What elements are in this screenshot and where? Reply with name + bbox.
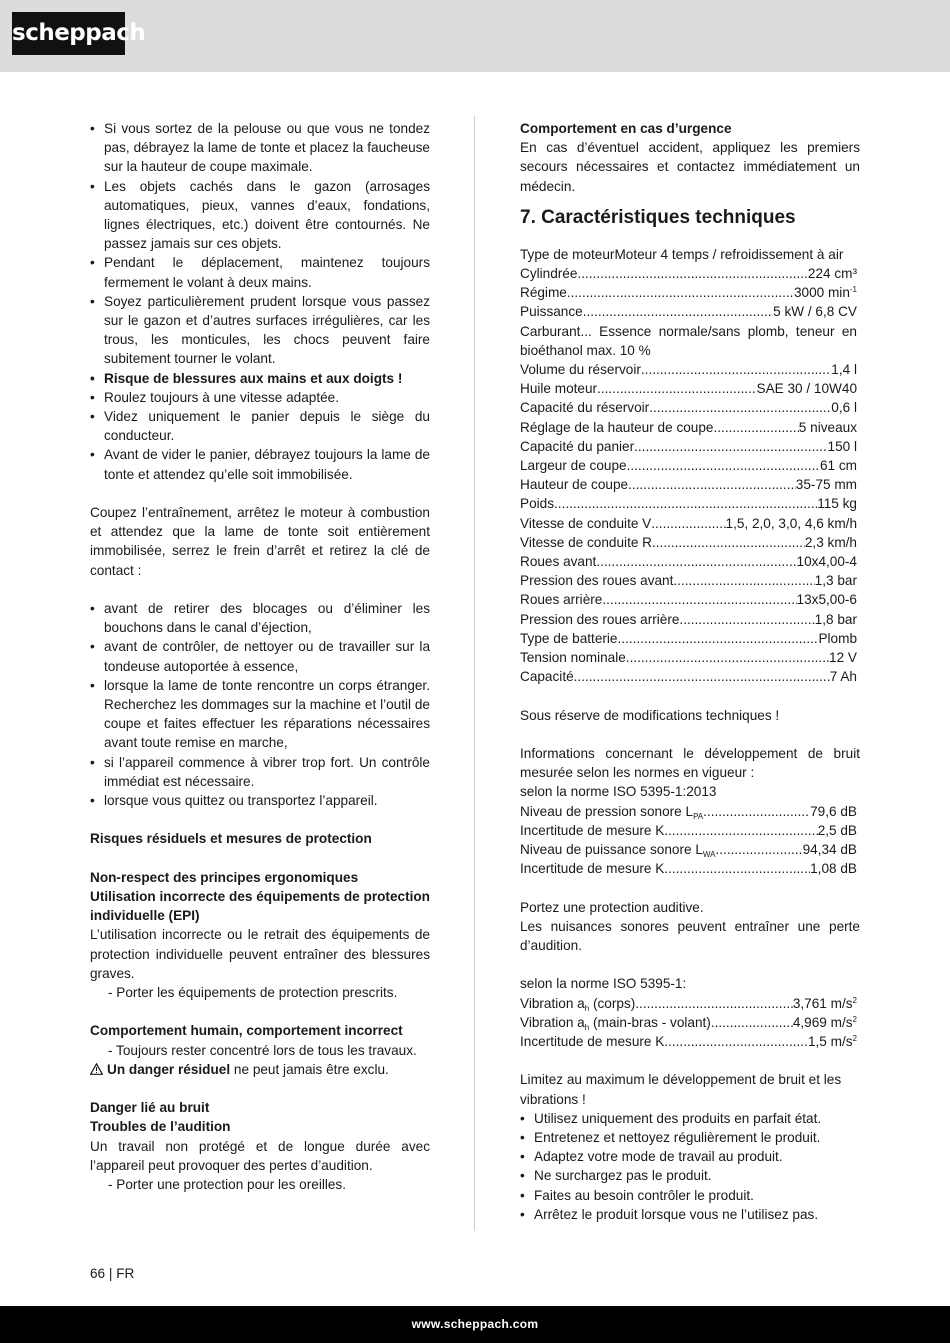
spec-label [520, 571, 673, 590]
spec-label [520, 590, 602, 609]
spec-value [831, 398, 857, 417]
spec-label [520, 610, 679, 629]
spec-label-text: Poids [520, 496, 555, 512]
spec-value [818, 629, 857, 648]
right-column [520, 119, 860, 1224]
human-behaviour-heading: Comportement humain, comportement incorrect [90, 1023, 403, 1039]
spec-value-text: 115 kg [817, 496, 857, 512]
spec-label: Régime [520, 285, 567, 301]
spec-value [828, 437, 857, 456]
list-item: • Utilisez uniquement des produits en parfait état. [520, 1109, 860, 1128]
spec-row [520, 859, 857, 878]
spec-label-text: Roues arrière [520, 592, 603, 608]
spec-label-suffix: (main-bras - volant) [589, 1014, 711, 1030]
spec-value [830, 667, 857, 686]
spec-row [520, 571, 857, 590]
spec-value [810, 859, 857, 878]
list-item: • Les objets cachés dans le gazon (arrosages automatiques, pieux, vannes d’eaux, fondations, lignes électriques, etc.) doivent être contournés. Ne passez jamais sur ces objets. [90, 177, 430, 254]
spec-label-text: Capacité du réservoir [520, 400, 650, 416]
spec-label: Cylindrée [520, 266, 578, 282]
spec-row [520, 264, 857, 283]
list-item: • Entretenez et nettoyez régulièrement le produit. [520, 1128, 860, 1147]
column-divider [474, 116, 475, 1231]
page-number: 66 [90, 1266, 106, 1281]
spec-row [520, 379, 857, 398]
list-item: • Si vous sortez de la pelouse ou que vous ne tondez pas, débrayez la lame de tonte et placez la faucheuse sur la hauteur de coupe maximale. [90, 119, 430, 177]
spec-label [520, 533, 652, 552]
noise-danger-heading: Danger lié au bruit [90, 1100, 210, 1116]
spec-value [808, 1032, 857, 1051]
list-item: • Avant de vider le panier, débrayez toujours la lame de tonte et attendez qu’elle soit immobilisée. [90, 445, 430, 483]
spec-label [520, 648, 626, 667]
page-footer-number [90, 1264, 134, 1283]
engine-type-line: Type de moteurMoteur 4 temps / refroidissement à air [520, 246, 844, 262]
spec-value-text: 0,6 l [831, 400, 857, 416]
spec-label-text: Niveau de puissance sonore L [520, 842, 703, 858]
vibration-spec-table [520, 994, 857, 1052]
spec-label-text: Incertitude de mesure K [520, 822, 665, 838]
warning-triangle-icon [90, 1063, 103, 1075]
spec-label-text: Vitesse de conduite V [520, 515, 652, 531]
spec-value [815, 571, 857, 590]
spec-subscript: h [584, 1022, 590, 1032]
spec-label [520, 475, 628, 494]
hearing-loss-text: Les nuisances sonores peuvent entraîner une perte d’audition. [520, 918, 860, 954]
spec-label-text: Vibration a [520, 1014, 585, 1030]
spec-table [520, 245, 857, 687]
spec-row [520, 283, 857, 302]
spec-row [520, 1032, 857, 1051]
spec-label [520, 667, 574, 686]
list-item: • Roulez toujours à une vitesse adaptée. [90, 388, 430, 407]
spec-row [520, 590, 857, 609]
fuel-line: Carburant... Essence normale/sans plomb, teneur en bioéthanol max. 10 % [520, 323, 857, 358]
spec-row [520, 552, 857, 571]
spec-value [793, 994, 857, 1013]
spec-value [820, 456, 857, 475]
spec-value [803, 840, 857, 859]
emergency-heading: Comportement en cas d’urgence [520, 121, 732, 136]
spec-label-text: Capacité du panier [520, 438, 635, 454]
list-item: • Ne surchargez pas le produit. [520, 1166, 860, 1185]
residual-danger-text: ne peut jamais être exclu. [230, 1061, 389, 1077]
spec-superscript: 2 [852, 995, 857, 1005]
section-title: 7. Caractéristiques techniques [520, 206, 796, 228]
spec-value-text: 1,3 bar [814, 573, 857, 589]
spec-value-text: SAE 30 / 10W40 [756, 381, 857, 397]
spec-row [520, 648, 857, 667]
spec-label [520, 629, 618, 648]
spec-label [520, 398, 649, 417]
spec-value: 3000 min [793, 285, 850, 301]
spec-value-text: 1,08 dB [810, 861, 857, 877]
spec-value [818, 821, 857, 840]
spec-label-text: Volume du réservoir [520, 362, 641, 378]
spec-label-text: Pression des roues arrière [520, 611, 680, 627]
spec-label [520, 802, 703, 821]
hearing-protection-text: Portez une protection auditive. [520, 899, 704, 915]
spec-label-text: Incertitude de mesure K [520, 861, 665, 877]
reserve-notice: Sous réserve de modifications techniques ! [520, 707, 780, 723]
limit-bullet-list [520, 1109, 860, 1224]
spec-row [520, 398, 857, 417]
list-item: • avant de contrôler, de nettoyer ou de travailler sur la tondeuse autoportée à essence, [90, 637, 430, 675]
spec-row [520, 821, 857, 840]
ppe-heading: Utilisation incorrecte des équipements de protection individuelle (EPI) [90, 889, 430, 924]
limit-text: Limitez au maximum le développement de bruit et les vibrations ! [520, 1072, 842, 1107]
spec-value-text: 35-75 mm [795, 477, 857, 493]
spec-label [520, 418, 714, 437]
spec-row [520, 418, 857, 437]
ergonomics-heading: Non-respect des principes ergonomiques [90, 869, 359, 885]
left-column [90, 119, 430, 1194]
spec-value-text: 7 Ah [829, 669, 857, 685]
list-item: • lorsque vous quittez ou transportez l’appareil. [90, 791, 430, 810]
spec-label-text: Roues avant [520, 554, 597, 570]
spec-label [520, 456, 627, 475]
safety-bullet-list [90, 119, 430, 484]
spec-label [520, 379, 597, 398]
spec-label [520, 1032, 664, 1051]
spec-row [520, 610, 857, 629]
spec-label-text: Incertitude de mesure K [520, 1034, 665, 1050]
spec-value-text: 13x5,00-6 [796, 592, 857, 608]
spec-value [796, 475, 857, 494]
list-item: • si l’appareil commence à vibrer trop fort. Un contrôle immédiat est nécessaire. [90, 753, 430, 791]
spec-row [520, 475, 857, 494]
residual-risks-heading: Risques résiduels et mesures de protection [90, 831, 372, 847]
spec-value [757, 379, 858, 398]
list-item: • Pendant le déplacement, maintenez toujours fermement le volant à deux mains. [90, 253, 430, 291]
noise-text: Un travail non protégé et de longue durée avec l’appareil peut provoquer des pertes d’audition. [90, 1138, 430, 1173]
language-code: FR [116, 1266, 135, 1281]
spec-row [520, 302, 857, 321]
spec-row [520, 437, 857, 456]
emergency-text: En cas d’éventuel accident, appliquez les premiers secours nécessaires et contactez immédiatement un médecin. [520, 140, 860, 194]
footer-separator: | [108, 1266, 113, 1281]
spec-value-text: 2,3 km/h [804, 534, 857, 550]
list-item: • avant de retirer des blocages ou d’éliminer les bouchons dans le canal d’éjection, [90, 599, 430, 637]
spec-row [520, 533, 857, 552]
norm-line-vibration: selon la norme ISO 5395-1: [520, 976, 687, 992]
stop-conditions-list [90, 599, 430, 810]
spec-value [829, 648, 857, 667]
spec-superscript: 2 [852, 1034, 857, 1044]
spec-value [831, 360, 857, 379]
residual-danger-line [90, 1060, 430, 1079]
spec-value-text: 3,761 m/s [792, 995, 853, 1011]
spec-value [793, 1013, 857, 1032]
spec-label-text: Pression des roues avant [520, 573, 674, 589]
spec-value-text: 79,6 dB [810, 803, 857, 819]
spec-value [810, 802, 857, 821]
spec-value [726, 514, 857, 533]
spec-row [520, 514, 857, 533]
spec-value-text: 1,4 l [831, 362, 857, 378]
spec-label [520, 360, 641, 379]
spec-value-text: 12 V [829, 650, 857, 666]
spec-label [520, 821, 664, 840]
spec-label [520, 494, 554, 513]
ppe-action: - Porter les équipements de protection prescrits. [108, 985, 398, 1001]
human-behaviour-action: - Toujours rester concentré lors de tous les travaux. [108, 1042, 417, 1058]
stop-engine-paragraph: Coupez l’entraînement, arrêtez le moteur à combustion et attendez que la lame de tonte soit entièrement immobilisée, serrez le frein d’arrêt et retirez la clé de contact : [90, 505, 430, 578]
spec-row [520, 667, 857, 686]
list-item: • lorsque la lame de tonte rencontre un corps étranger. Recherchez les dommages sur la machine et l’outil de coupe et faites effectuer les réparations nécessaires avant toute remise en marche, [90, 676, 430, 753]
spec-row [520, 494, 857, 513]
spec-row [520, 456, 857, 475]
list-item: • Soyez particulièrement prudent lorsque vous passez sur le gazon et d’autres surfaces irrégulières, car les trous, les monticules, les chocs peuvent faire subitement tourner le volant. [90, 292, 430, 369]
residual-danger-bold: Un danger résiduel [107, 1061, 231, 1077]
spec-value [797, 552, 857, 571]
list-item: • Arrêtez le produit lorsque vous ne l’utilisez pas. [520, 1205, 860, 1224]
spec-label [520, 1013, 711, 1032]
list-item: • Adaptez votre mode de travail au produit. [520, 1147, 860, 1166]
noise-info-text: Informations concernant le développement de bruit mesurée selon les normes en vigueur : [520, 746, 860, 781]
spec-label-text: Vibration a [520, 995, 585, 1011]
spec-label-text: Type de batterie [520, 630, 618, 646]
spec-value-text: 150 l [827, 438, 857, 454]
spec-label-text: Vitesse de conduite R [520, 534, 652, 550]
spec-row [520, 629, 857, 648]
spec-value: 5 kW / 6,8 CV [773, 304, 857, 320]
spec-label [520, 994, 635, 1013]
spec-value-text: 10x4,00-4 [796, 554, 857, 570]
scheppach-logo: scheppach [12, 12, 125, 55]
spec-value: 224 cm³ [807, 266, 857, 282]
spec-row [520, 802, 857, 821]
spec-value [799, 418, 857, 437]
spec-value-text: 61 cm [819, 458, 857, 474]
norm-line: selon la norme ISO 5395-1:2013 [520, 784, 717, 800]
spec-value [805, 533, 857, 552]
spec-label-text: Largeur de coupe [520, 458, 627, 474]
spec-row [520, 994, 857, 1013]
spec-subscript: h [584, 1003, 590, 1013]
spec-value-text: 1,5, 2,0, 3,0, 4,6 km/h [725, 515, 857, 531]
list-item: • Videz uniquement le panier depuis le siège du conducteur. [90, 407, 430, 445]
website-url: www.scheppach.com [411, 1317, 539, 1331]
spec-superscript: 2 [852, 1014, 857, 1024]
spec-value [815, 610, 857, 629]
spec-value-text: 2,5 dB [817, 822, 857, 838]
spec-label: Puissance [520, 304, 583, 320]
spec-row [520, 840, 857, 859]
spec-value-text: 5 niveaux [798, 419, 857, 435]
spec-label [520, 859, 664, 878]
spec-label-text: Réglage de la hauteur de coupe [520, 419, 714, 435]
noise-action: - Porter une protection pour les oreilles. [108, 1177, 347, 1193]
list-item: • Faites au besoin contrôler le produit. [520, 1186, 860, 1205]
spec-value-text: Plomb [818, 630, 857, 646]
spec-value-text: 1,5 m/s [807, 1034, 853, 1050]
spec-label-text: Capacité [520, 669, 574, 685]
spec-label-text: Hauteur de coupe [520, 477, 629, 493]
spec-value [797, 590, 857, 609]
spec-row [520, 360, 857, 379]
spec-label [520, 514, 651, 533]
list-item-warning: • Risque de blessures aux mains et aux doigts ! [90, 369, 430, 388]
spec-row [520, 1013, 857, 1032]
spec-label [520, 552, 596, 571]
spec-value-text: 1,8 bar [814, 611, 857, 627]
spec-superscript: -1 [849, 285, 857, 295]
spec-label-text: Huile moteur [520, 381, 598, 397]
spec-value-text: 94,34 dB [802, 842, 857, 858]
spec-value-text: 4,969 m/s [792, 1014, 853, 1030]
page-header [0, 0, 950, 72]
spec-subscript: WA [702, 850, 716, 860]
spec-label-text: Tension nominale [520, 650, 626, 666]
noise-spec-table [520, 802, 857, 879]
spec-value [817, 494, 857, 513]
spec-label-suffix: (corps) [589, 995, 636, 1011]
spec-label [520, 840, 715, 859]
spec-subscript: PA [693, 811, 704, 821]
spec-label [520, 437, 634, 456]
hearing-heading: Troubles de l’audition [90, 1119, 231, 1135]
spec-label-text: Niveau de pression sonore L [520, 803, 694, 819]
ppe-text: L’utilisation incorrecte ou le retrait des équipements de protection individuelle peuvent entraîner des blessures graves. [90, 927, 430, 981]
